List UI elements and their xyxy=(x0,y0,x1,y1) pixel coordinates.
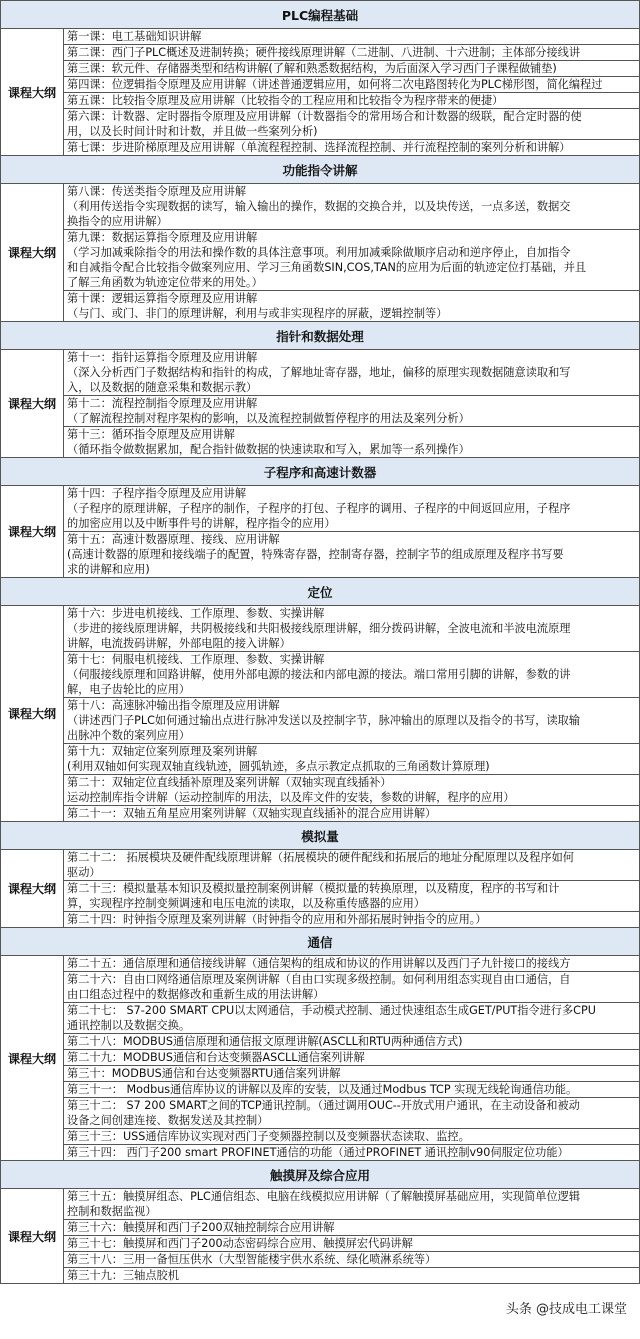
lesson-text: 解，电子齿轮比的应用） xyxy=(67,683,191,696)
lesson-text: 第十五：高速计数器原理、接线、应用讲解 xyxy=(67,533,280,546)
outline-label: 课程大纲 xyxy=(1,606,64,821)
lesson-text: 第三十一： Modbus通信库协议的讲解以及库的安装，以及通过Modbus TCP 实现无线轮询通信功能。 xyxy=(67,1083,578,1096)
section-title: 子程序和高速计数器 xyxy=(1,458,639,486)
lesson-text: 控制和数据监视） xyxy=(67,1205,157,1218)
lesson-row xyxy=(64,1129,639,1145)
lesson-text: 第三十四： 西门子200 smart PROFINET通信的功能（通过PROFINET 通讯控制v90伺服定位功能） xyxy=(67,1146,569,1159)
lesson-text: （讲述西门子PLC如何通过输出点进行脉冲发送以及控制字节，脉冲输出的原理以及指令的书写，读取输 xyxy=(67,714,581,727)
lesson-row xyxy=(64,1220,639,1236)
lesson-row xyxy=(64,427,639,457)
watermark: 头条 @技成电工课堂 xyxy=(503,1298,630,1317)
lesson-text: 第三十：MODBUS通信和台达变频器RTU通信案列讲解 xyxy=(67,1067,341,1080)
lesson-text: 第十九：双轴定位案列原理及案列讲解 xyxy=(67,745,258,758)
section-title: 通信 xyxy=(1,928,639,956)
lesson-text: 第三十五：触摸屏组态、PLC通信组态、电脑在线模拟应用讲解（了解触摸屏基础应用，实现简单位逻辑 xyxy=(67,1190,581,1203)
lesson-text: 第五课：比较指令原理及应用讲解（比较指令的工程应用和比较指令为程序带来的便捷） xyxy=(67,94,504,107)
lesson-text: 第二十三：模拟量基本知识及模拟量控制案例讲解（模拟量的转换原理，以及精度，程序的书写和计 xyxy=(67,882,560,895)
lesson-row xyxy=(64,486,639,532)
lesson-row xyxy=(64,77,639,93)
lesson-row xyxy=(64,1003,639,1034)
lesson-text: 第三课：软元件、存储器类型和结构讲解(了解和熟悉数据结构，为后面深入学习西门子课程做铺垫) xyxy=(67,62,557,75)
lesson-row xyxy=(64,806,639,821)
lesson-row xyxy=(64,606,639,652)
lesson-text: （了解流程控制对程序架构的影响，以及流程控制做暂停程序的用法及案列分析） xyxy=(67,412,470,425)
lesson-row xyxy=(64,881,639,912)
lesson-text: 第二十九：MODBUS通信和台达变频器ASCLL通信案列讲解 xyxy=(67,1051,365,1064)
lesson-text: （深入分析西门子数据结构和指针的构成，了解地址寄存器，地址，偏移的原理实现数据随意读取和写 xyxy=(67,366,571,379)
lesson-row xyxy=(64,912,639,927)
lesson-row xyxy=(64,1268,639,1283)
section-title: 指针和数据处理 xyxy=(1,322,639,350)
lesson-text: 第三十七：触摸屏和西门子200动态密码综合应用、触摸屏宏代码讲解 xyxy=(67,1237,413,1250)
lesson-text: （子程序的原理讲解，子程序的制作，子程序的打包、子程序的调用、子程序的中间返回应用，子程序 xyxy=(67,502,571,515)
lesson-text: 第二十五：通信原理和通信接线讲解（通信架构的组成和协议的作用讲解以及西门子九针接口的接线方 xyxy=(67,957,571,970)
lesson-text: 出脉冲个数的案列应用） xyxy=(67,729,191,742)
section-title: PLC编程基础 xyxy=(1,1,639,29)
lesson-text: 用，以及长时间计时和计数，并且做一些案列分析) xyxy=(67,125,318,138)
lesson-row xyxy=(64,230,639,291)
lesson-text: 第九课：数据运算指令原理及应用讲解 xyxy=(67,231,258,244)
lesson-text: （利用传送指令实现数据的读写，输入输出的操作，数据的交换合并，以及块传送，一点多送，数据交 xyxy=(67,200,571,213)
lesson-row xyxy=(64,1082,639,1098)
lesson-text: 入，以及数据的随意采集和数据示教） xyxy=(67,381,258,394)
lesson-row xyxy=(64,1050,639,1066)
section-title: 功能指令讲解 xyxy=(1,156,639,184)
section xyxy=(0,822,640,928)
outline-label: 课程大纲 xyxy=(1,350,64,457)
section xyxy=(0,156,640,322)
lesson-text: 第十三：循环指令原理及应用讲解 xyxy=(67,428,235,441)
lesson-text: 第二十六：自由口网络通信原理及案例讲解（自由口实现多级控制。如何利用组态实现自由口通信，自 xyxy=(67,973,571,986)
lesson-text: 第十四：子程序指令原理及应用讲解 xyxy=(67,487,247,500)
lesson-text: 第十二：流程控制指令原理及应用讲解 xyxy=(67,397,258,410)
section-title: 定位 xyxy=(1,578,639,606)
section-title: 模拟量 xyxy=(1,822,639,850)
lesson-text: 第三十二： S7 200 SMART之间的TCP通讯控制。（通过调用OUC--开放式用户通讯，在主动设备和被动 xyxy=(67,1099,580,1112)
lesson-text: 了解三角函数为轨迹定位带来的用处。） xyxy=(67,276,263,289)
lesson-row xyxy=(64,396,639,427)
lesson-text: 第十一：指针运算指令原理及应用讲解 xyxy=(67,351,258,364)
lesson-row xyxy=(64,93,639,109)
lesson-text: 和自减指令配合比较指令做案列应用、学习三角函数SIN,COS,TAN的应用为后面的轨迹定位打基础，并且 xyxy=(67,261,587,274)
section-title: 触摸屏及综合应用 xyxy=(1,1161,639,1189)
outline-label: 课程大纲 xyxy=(1,184,64,321)
lesson-text: 第二课：西门子PLC概述及进制转换；硬件接线原理讲解（二进制、八进制、十六进制；主体部分接线讲 xyxy=(67,46,581,59)
lesson-text: 的加密应用以及中断事件号的讲解，程序指令的应用） xyxy=(67,517,336,530)
lesson-text: 第二十一：双轴五角星应用案列讲解（双轴实现直线插补的混合应用讲解） xyxy=(67,807,437,820)
lesson-row xyxy=(64,184,639,230)
lesson-text: 第一课：电工基础知识讲解 xyxy=(67,30,202,43)
lesson-row xyxy=(64,775,639,806)
lesson-row xyxy=(64,350,639,396)
section xyxy=(0,578,640,822)
section xyxy=(0,0,640,156)
lesson-text: 第二十四：时钟指令原理及案列讲解（时钟指令的应用和外部拓展时钟指令的应用。） xyxy=(67,913,487,926)
section xyxy=(0,928,640,1161)
lesson-text: 第二十七： S7-200 SMART CPU以太网通信，手动模式控制、通过快速组态生成GET/PUT指令进行多CPU xyxy=(67,1004,596,1017)
lesson-row xyxy=(64,532,639,577)
lesson-row xyxy=(64,1236,639,1252)
lesson-row xyxy=(64,956,639,972)
lesson-text: 通讯控制以及数据交换。 xyxy=(67,1019,191,1032)
outline-label: 课程大纲 xyxy=(1,29,64,155)
lesson-text: (高速计数器的原理和接线端子的配置，特殊寄存器，控制寄存器，控制字节的组成原理及程序书写要 xyxy=(67,548,564,561)
lesson-row xyxy=(64,1252,639,1268)
lesson-row xyxy=(64,109,639,140)
lesson-text: 第三十八：三用一备恒压供水（大型智能楼宇供水系统、绿化喷淋系统等） xyxy=(67,1253,437,1266)
lesson-row xyxy=(64,140,639,155)
lesson-row xyxy=(64,850,639,881)
section xyxy=(0,1161,640,1284)
lesson-text: 第八课：传送类指令原理及应用讲解 xyxy=(67,185,247,198)
lesson-text: 驱动） xyxy=(67,866,101,879)
lesson-text: （与门、或门、非门的原理讲解，利用与或非实现程序的屏蔽，逻辑控制等） xyxy=(67,307,448,320)
lesson-text: 第三十三：USS通信库协议实现对西门子变频器控制以及变频器状态读取、监控。 xyxy=(67,1130,470,1143)
lesson-text: 第二十：双轴定位直线插补原理及案列讲解（双轴实现直线插补） xyxy=(67,776,392,789)
lesson-text: 第十七：伺服电机接线、工作原理、参数、实操讲解 xyxy=(67,653,325,666)
lesson-text: 由口组态过程中的数据修改和重新生成的用法讲解） xyxy=(67,988,325,1001)
lesson-text: 讲解，电流拨码讲解，外部电阻的接入讲解） xyxy=(67,637,291,650)
lesson-row xyxy=(64,744,639,775)
lesson-text: （学习加减乘除指令的用法和操作数的具体注意事项。利用加减乘除做顺序启动和逆序停止，自加指令 xyxy=(67,246,571,259)
section xyxy=(0,458,640,578)
lesson-text: （循环指令做数据累加，配合指针做数据的快速读取和写入，累加等一系列操作） xyxy=(67,443,470,456)
lesson-row xyxy=(64,291,639,321)
lesson-row xyxy=(64,1145,639,1160)
lesson-row xyxy=(64,652,639,698)
lesson-text: 求的讲解和应用) xyxy=(67,563,150,576)
lesson-row xyxy=(64,1034,639,1050)
lesson-row xyxy=(64,698,639,744)
lesson-text: 第十课：逻辑运算指令原理及应用讲解 xyxy=(67,292,258,305)
lesson-row xyxy=(64,1098,639,1129)
lesson-row xyxy=(64,1066,639,1082)
lesson-text: 算，实现程序控制变频调速和电压电流的读取，以及称重传感器的应用） xyxy=(67,897,426,910)
lesson-row xyxy=(64,29,639,45)
lesson-text: 第三十六：触摸屏和西门子200双轴控制综合应用讲解 xyxy=(67,1221,335,1234)
lesson-row xyxy=(64,972,639,1003)
lesson-row xyxy=(64,61,639,77)
lesson-text: 运动控制库指令讲解（运动控制库的用法，以及库文件的安装，参数的讲解，程序的应用） xyxy=(67,791,515,804)
outline-label: 课程大纲 xyxy=(1,956,64,1160)
lesson-text: 第十八：高速脉冲输出指令原理及应用讲解 xyxy=(67,699,280,712)
lesson-text: 第七课：步进阶梯原理及应用讲解（单流程程控制、选择流程控制、并行流程控制的案列分析和讲解） xyxy=(67,141,571,154)
lesson-text: 设备之间创建连接、数据发送及其控制） xyxy=(67,1114,269,1127)
lesson-row xyxy=(64,1189,639,1220)
lesson-text: 换指令的应用讲解） xyxy=(67,215,168,228)
lesson-row xyxy=(64,45,639,61)
lesson-text: 第四课：位逻辑指令原理及应用讲解（讲述普通逻辑应用，如何将二次电路图转化为PLC梯形图，简化编程过 xyxy=(67,78,603,91)
lesson-text: 第二十八：MODBUS通信原理和通信报文原理讲解(ASCLL和RTU两种通信方式) xyxy=(67,1035,463,1048)
outline-label: 课程大纲 xyxy=(1,486,64,577)
lesson-text: 第十六：步进电机接线、工作原理、参数、实操讲解 xyxy=(67,607,325,620)
lesson-text: (利用双轴如何实现双轴直线轨迹，圆弧轨迹，多点示教定点抓取的三角函数计算原理) xyxy=(67,760,490,773)
lesson-text: （伺服接线原理和回路讲解，使用外部电源的接法和内部电源的接法。端口常用引脚的讲解，参数的讲 xyxy=(67,668,571,681)
outline-label: 课程大纲 xyxy=(1,1189,64,1283)
section xyxy=(0,322,640,458)
lesson-text: 第六课：计数器、定时器指令原理及应用讲解（计数器指令的常用场合和计数器的级联，配合定时器的使 xyxy=(67,110,582,123)
lesson-text: 第二十二： 拓展模块及硬件配线原理讲解（拓展模块的硬件配线和拓展后的地址分配原理以及程序如何 xyxy=(67,851,574,864)
outline-label: 课程大纲 xyxy=(1,850,64,927)
lesson-text: 第三十九：三轴点胶机 xyxy=(67,1269,179,1282)
lesson-text: （步进的接线原理讲解，共阴极接线和共阳极接线原理讲解，细分拨码讲解，全波电流和半波电流原理 xyxy=(67,622,571,635)
